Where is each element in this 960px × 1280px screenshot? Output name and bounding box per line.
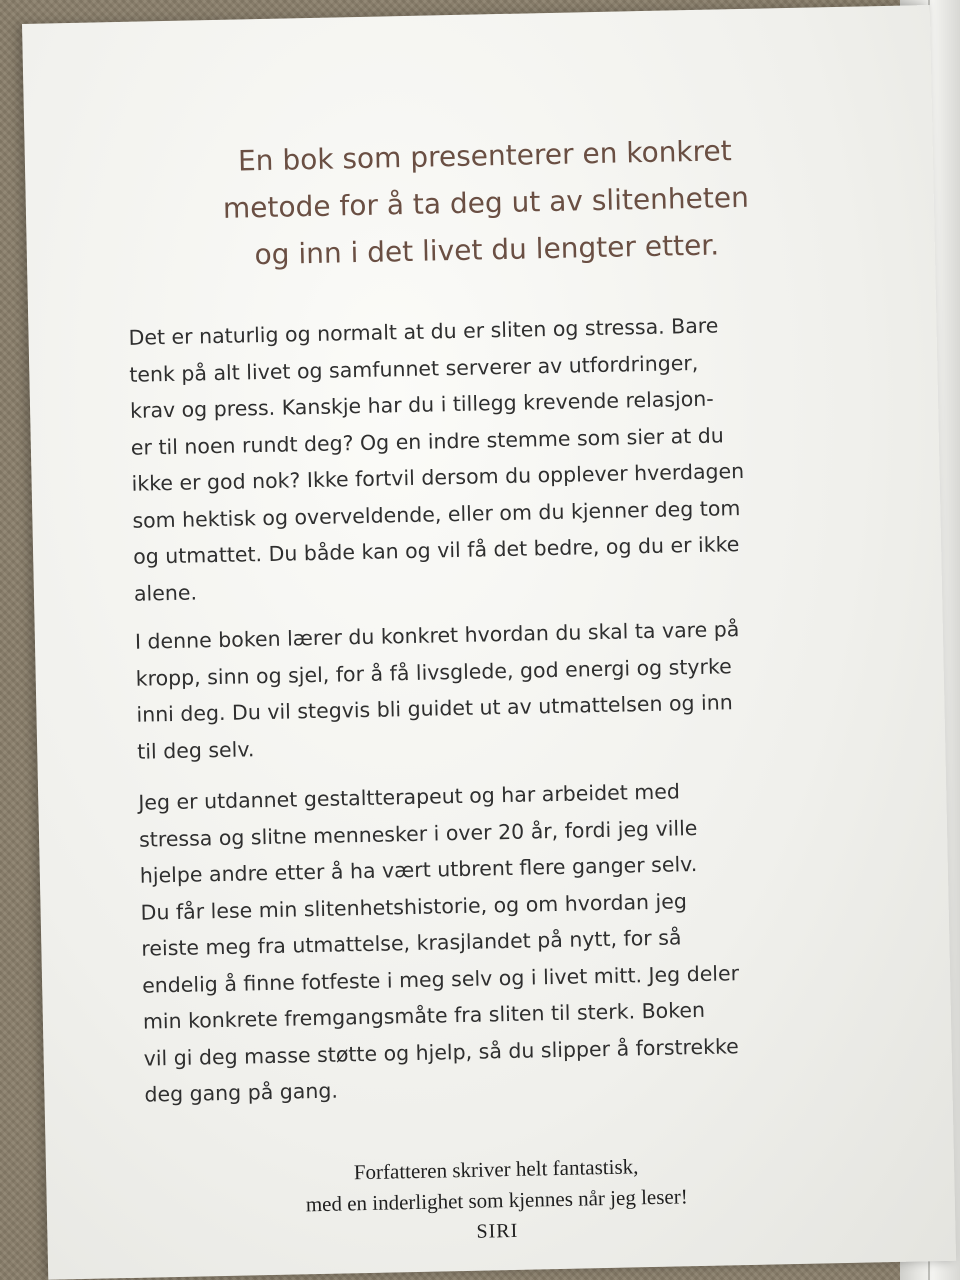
text-line: er til noen rundt deg? Og en indre stemme som sier at du <box>130 422 724 460</box>
text-line: deg gang på gang. <box>144 1078 339 1107</box>
text-line: ikke er god nok? Ikke fortvil dersom du opplever hverdagen <box>131 458 745 496</box>
headline-line: metode for å ta deg ut av slitenheten <box>222 180 750 225</box>
text-line: alene. <box>133 579 198 606</box>
text-line: endelig å finne fotfeste i meg selv og i livet mitt. Jeg deler <box>141 960 740 998</box>
quote-line: Forfatteren skriver helt fantastisk, <box>353 1154 639 1185</box>
text-line: og utmattet. Du både kan og vil få det bedre, og du er ikke <box>132 532 740 569</box>
text-line: til deg selv. <box>137 736 255 764</box>
text-line: hjelpe andre etter å ha vært utbrent flere ganger selv. <box>139 852 698 888</box>
blurb-paragraph-3 <box>138 770 835 1113</box>
book-back-cover <box>22 5 956 1280</box>
text-line: inni deg. Du vil stegvis bli guidet ut av utmattelsen og inn <box>136 690 733 727</box>
text-line: Jeg er utdannet gestaltterapeut og har arbeidet med <box>138 779 681 815</box>
quote-line: med en inderlighet som kjennes når jeg leser! <box>305 1184 688 1217</box>
blurb-paragraph-2 <box>135 609 828 769</box>
text-line: tenk på alt livet og samfunnet serverer av utfordringer, <box>129 350 699 387</box>
text-line: min konkrete fremgangsmåte fra sliten til sterk. Boken <box>142 997 706 1034</box>
text-line: Du får lese min slitenhetshistorie, og om hvordan jeg <box>140 888 688 925</box>
text-line: I denne boken lærer du konkret hvordan du skal ta vare på <box>134 617 740 654</box>
headline-line: En bok som presenterer en konkret <box>237 134 733 178</box>
text-line: reiste meg fra utmattelse, krasjlandet på nytt, for så <box>141 925 682 961</box>
review-quote <box>196 1148 798 1254</box>
headline-line: og inn i det livet du lengter etter. <box>254 228 720 272</box>
text-line: kropp, sinn og sjel, for å få livsglede, god energi og styrke <box>135 653 732 691</box>
text-line: som hektisk og overveldende, eller om du kjenner deg tom <box>132 495 741 533</box>
quote-author: SIRI <box>476 1219 519 1243</box>
text-line: krav og press. Kanskje har du i tillegg krevende relasjon- <box>129 386 714 423</box>
text-line: Det er naturlig og normalt at du er sliten og stressa. Bare <box>128 313 719 350</box>
blurb-paragraph-1 <box>128 305 824 611</box>
cover-headline <box>124 125 847 281</box>
text-line: vil gi deg masse støtte og hjelp, så du slipper å forstrekke <box>143 1033 739 1071</box>
text-line: stressa og slitne mennesker i over 20 år, fordi jeg ville <box>138 815 698 852</box>
